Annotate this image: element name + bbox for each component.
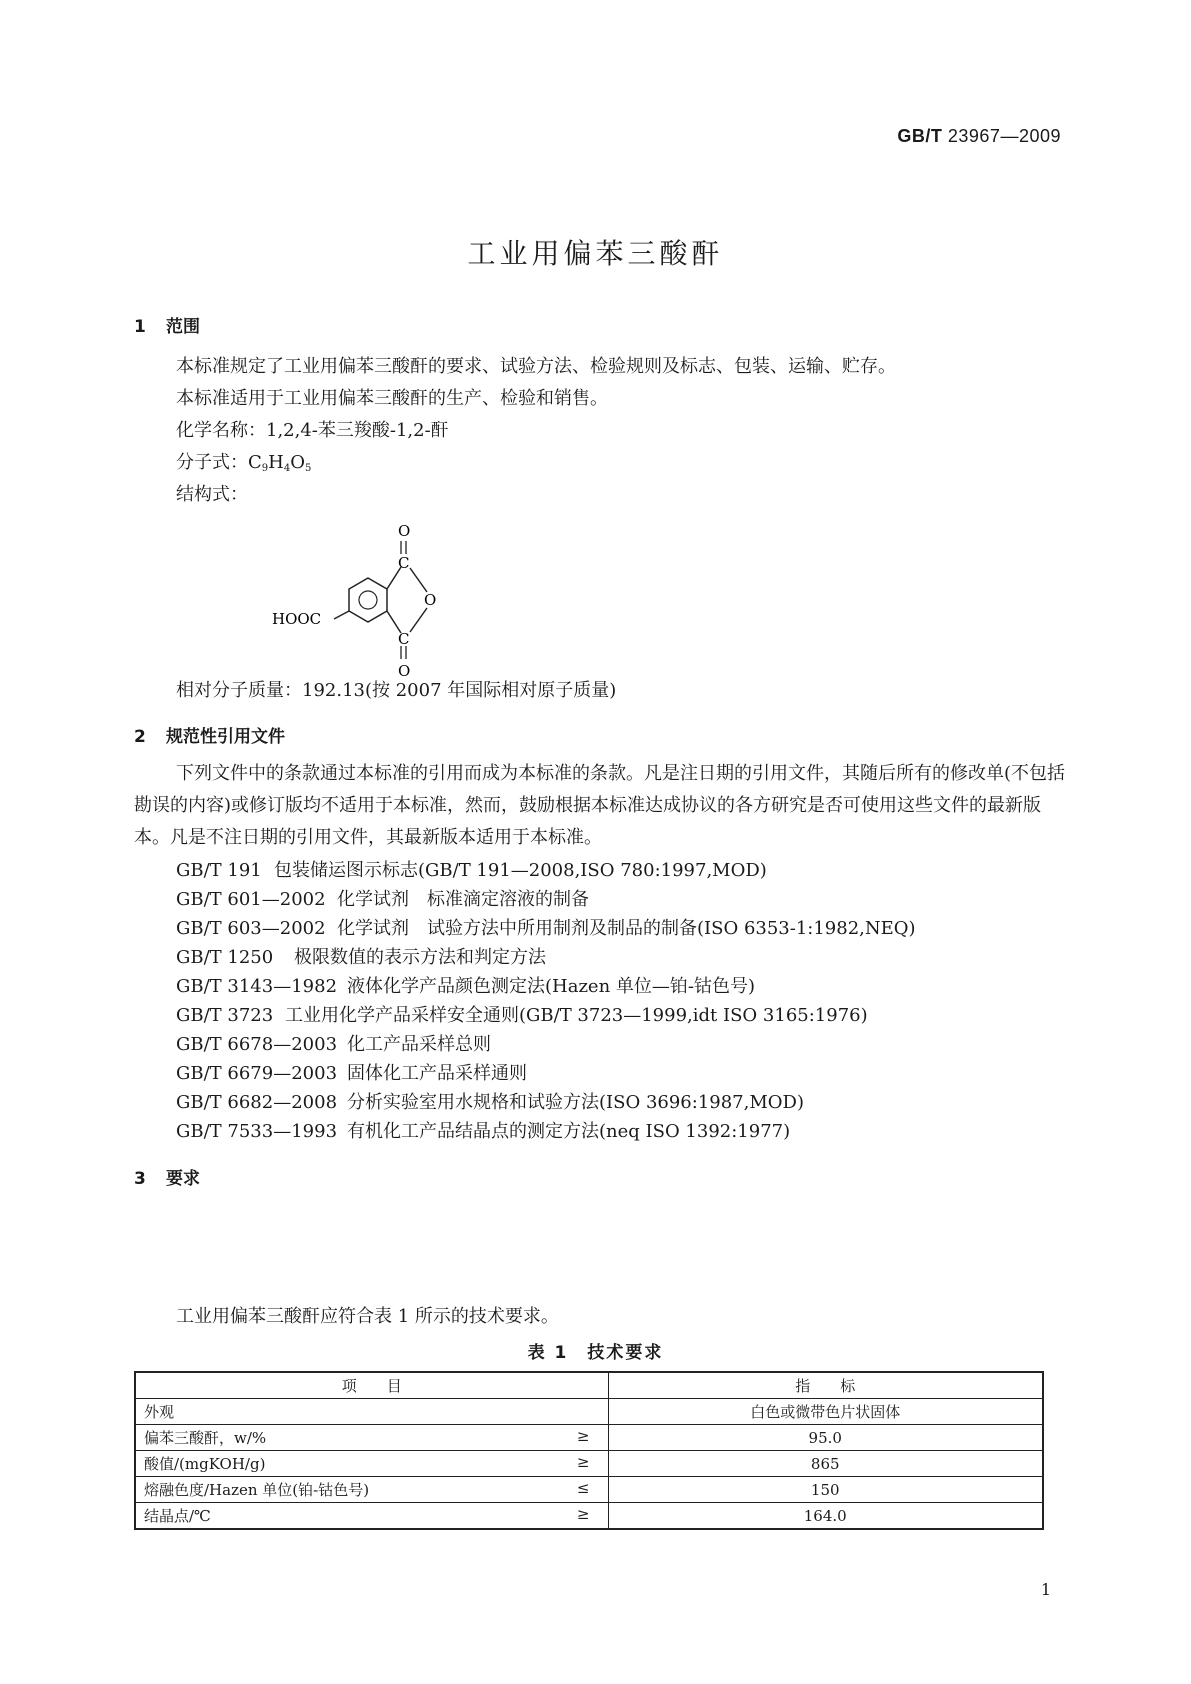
reference-title: 化学试剂 试验方法中所用制剂及制品的制备(ISO 6353-1:1982,NEQ) [337,918,916,939]
section-number: 3 [134,1169,146,1189]
row-value: 白色或微带色片状固体 [608,1399,1043,1425]
benzene-ring [349,578,387,622]
reference-item [176,914,916,940]
section-1-heading [134,312,200,337]
row-item: 熔融色度/Hazen 单位(铂-钴色号) [144,1481,370,1499]
formula-c: C [248,452,262,473]
reference-code: GB/T 1250 [176,947,274,968]
structural-formula [272,522,490,690]
atom-c-top: C [398,554,410,572]
standard-prefix: GB/T [897,126,943,146]
row-symbol: ≥ [576,1505,590,1523]
table-row [135,1451,1043,1477]
section-title: 范围 [166,317,200,337]
section-number: 1 [134,317,146,337]
reference-item [176,1088,804,1114]
table-row [135,1425,1043,1451]
formula-o-count: 5 [305,463,312,474]
atom-o-top: O [398,522,411,540]
reference-item [176,1001,868,1027]
formula-h: H [268,452,284,473]
reference-code: GB/T 7533—1993 [176,1121,338,1142]
row-value: 164.0 [608,1503,1043,1530]
table-caption: 表 1 技术要求 [527,1343,664,1363]
table-row [135,1503,1043,1530]
atom-c-bottom: C [398,630,410,648]
table-header-row [135,1372,1043,1399]
row-item: 偏苯三酸酐，w/% [144,1429,267,1447]
reference-item [176,1117,790,1143]
reference-item [176,856,767,882]
reference-code: GB/T 3723 [176,1005,274,1026]
reference-title: 固体化工产品采样通则 [347,1063,527,1084]
row-symbol: ≥ [576,1427,590,1445]
section-3-heading [134,1164,200,1189]
reference-title: 分析实验室用水规格和试验方法(ISO 3696:1987,MOD) [347,1092,804,1113]
atom-o-ring: O [424,591,437,609]
row-symbol: ≥ [576,1453,590,1471]
reference-title: 化学试剂 标准滴定溶液的制备 [337,889,589,910]
table-row [135,1399,1043,1425]
row-item: 酸值/(mgKOH/g) [144,1455,266,1473]
chemical-name: 化学名称：1,2,4-苯三羧酸-1,2-酐 [176,420,449,441]
formula-o: O [290,452,305,473]
reference-code: GB/T 6678—2003 [176,1034,338,1055]
reference-title: 液体化学产品颜色测定法(Hazen 单位—铂-钴色号) [347,976,756,997]
reference-code: GB/T 3143—1982 [176,976,338,997]
column-header-item: 项 目 [135,1372,608,1399]
section-number: 2 [134,727,146,747]
reference-item [176,885,589,911]
aromatic-circle [359,591,377,609]
reference-title: 有机化工产品结晶点的测定方法(neq ISO 1392:1977) [347,1121,791,1142]
atom-o-bottom: O [398,662,411,680]
reference-item [176,943,546,969]
reference-title: 化工产品采样总则 [347,1034,491,1055]
requirements-paragraph: 工业用偏苯三酸酐应符合表 1 所示的技术要求。 [176,1306,559,1327]
row-value: 150 [608,1477,1043,1503]
section-2-heading [134,722,285,747]
reference-item [176,1030,491,1056]
reference-item [176,1059,527,1085]
row-symbol: ≤ [576,1479,590,1497]
standard-code [897,126,1061,147]
reference-item [176,972,755,998]
row-value: 95.0 [608,1425,1043,1451]
document-title: 工业用偏苯三酸酐 [467,237,724,270]
structure-label: 结构式： [176,484,248,505]
reference-code: GB/T 601—2002 [176,889,326,910]
standard-number: 23967—2009 [947,126,1061,146]
reference-title: 极限数值的表示方法和判定方法 [294,947,546,968]
reference-code: GB/T 191 [176,860,262,881]
page-number: 1 [1040,1580,1051,1599]
row-item: 结晶点/℃ [144,1507,211,1525]
references-intro: 下列文件中的条款通过本标准的引用而成为本标准的条款。凡是注日期的引用文件，其随后所有的修改单(不包括勘误的内容)或修订版均不适用于本标准，然而，鼓励根据本标准达成协议的各方研究是否可使用这些文件的最新版本。凡是不注日期的引用文件，其最新版本适用于本标准。 [134,763,1066,848]
column-header-value: 指 标 [608,1372,1043,1399]
section-title: 规范性引用文件 [166,727,285,747]
row-item: 外观 [144,1403,175,1421]
reference-code: GB/T 6679—2003 [176,1063,338,1084]
table-row [135,1477,1043,1503]
reference-title: 包装储运图示标志(GB/T 191—2008,ISO 780:1997,MOD) [274,860,767,881]
reference-code: GB/T 603—2002 [176,918,326,939]
reference-code: GB/T 6682—2008 [176,1092,338,1113]
formula-label: 分子式： [176,452,248,473]
reference-title: 工业用化学产品采样安全通则(GB/T 3723—1999,idt ISO 3165:1976) [285,1005,868,1026]
formula-h-count: 4 [283,463,291,474]
formula-c-count: 9 [261,463,269,474]
section-title: 要求 [166,1169,200,1189]
hooc-group: HOOC [272,610,322,628]
scope-paragraph-2: 本标准适用于工业用偏苯三酸酐的生产、检验和销售。 [176,388,608,409]
scope-paragraph-1: 本标准规定了工业用偏苯三酸酐的要求、试验方法、检验规则及标志、包装、运输、贮存。 [176,356,896,377]
row-value: 865 [608,1451,1043,1477]
molecular-mass: 相对分子质量：192.13(按 2007 年国际相对原子质量) [176,680,617,701]
molecular-formula [176,448,311,474]
technical-requirements-table [134,1371,1044,1530]
